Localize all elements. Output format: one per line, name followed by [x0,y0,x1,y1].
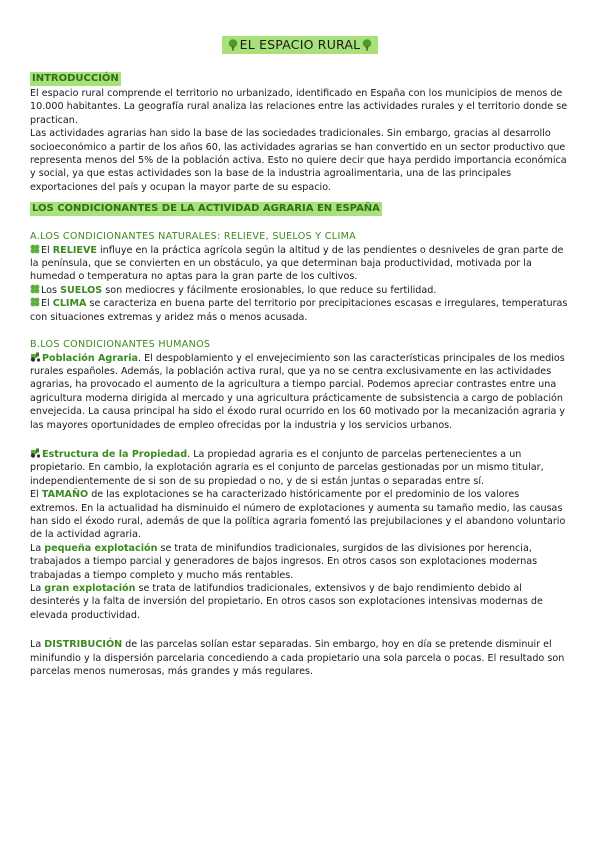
conditions-heading: LOS CONDICIONANTES DE LA ACTIVIDAD AGRARIA EN ESPAÑA [32,203,380,215]
distribucion-paragraph: La DISTRIBUCIÓN de las parcelas solían estar separadas. Sin embargo, hoy en día se pretende disminuir el minifundio y la dispersión parcelaria concediendo a cada propietario una sola parcela o pocas. El resultado son parcelas menos numerosas, más grandes y más regulares. [30,639,565,678]
intro-paragraph-2: Las actividades agrarias han sido la base de las sociedades tradicionales. Sin embargo, gracias al desarrollo socioeconómico a partir de los años 60, las actividades agrarias se han convertido en un sector productivo que representa menos del 5% de la población activa. Esto no quiere decir que haya perdido importancia económica y social, ya que estas actividades son la base de la industria agroalimentaria, una de las principales exportaciones del país y ocupan la mayor parte de su espacio. [30,128,567,193]
clover-icon [30,297,40,307]
relieve-keyword: RELIEVE [52,244,97,256]
poblacion-paragraph: Población Agraria. El despoblamiento y el envejecimiento son las características principales de los medios rurales españoles. Además, la población activa rural, que ya no se centra exclusivamente en las actividades agrarias, ha provocado el aumento de la agricultura a tiempo parcial. Podemos apreciar contrastes entre una agricultura moderna dirigida al mercado y una agricultura prácticamente de subsistencia a cargo de población envejecida. La causa principal ha sido el éxodo rural ocurrido en los 60 motivado por la mecanización agraria y las mayores oportunidades de empleo ofrecidas por la industria y los servicios urbanos. [30,352,566,431]
pequena-paragraph: La pequeña explotación se trata de minifundios tradicionales, surgidos de las divisiones por herencia, trabajados a tiempo parcial y generadores de bajos ingresos. En otros casos son explotaciones modernas trabajadas a tiempo completo y mucho más rentables. [30,542,538,581]
clima-paragraph: El CLIMA se caracteriza en buena parte del territorio por precipitaciones escasas e irregulares, temperaturas con situaciones extremas y aridez más o menos acusada. [30,298,568,323]
intro-heading: INTRODUCCIÓN [32,73,119,84]
tractor-icon [30,352,41,362]
distribucion-keyword: DISTRIBUCIÓN [44,639,123,651]
title-text: EL ESPACIO RURAL [239,37,361,52]
suelos-paragraph: Los SUELOS son mediocres y fácilmente erosionables, lo que reduce su fertilidad. [30,284,570,297]
gran-paragraph: La gran explotación se trata de latifundios tradicionales, extensivos y de bajo rendimiento debido al desinterés y la falta de inversión del propietario. En otros casos son explotaciones intensivas modernas de elevada productividad. [30,583,543,621]
relieve-paragraph: El RELIEVE influye en la práctica agrícola según la altitud y de las pendientes o desniveles de gran parte de la península, que se convierten en un obstáculo, ya que determinan baja productividad, motivada por la humedad o temperatura no aptas para la gran parte de los cultivos. [30,244,564,283]
estructura-keyword: Estructura de la Propiedad [42,448,188,460]
intro-paragraph-1: El espacio rural comprende el territorio no urbanizado, identificado en España con los municipios de menos de 10.000 habitantes. La geografía rural analiza las relaciones entre las actividades rurales y el territorio donde se practican. [30,88,568,126]
suelos-keyword: SUELOS [60,284,103,296]
clover-icon [30,244,40,254]
tree-icon [227,39,239,51]
pequena-keyword: pequeña explotación [44,542,158,554]
gran-keyword: gran explotación [44,583,136,594]
tamano-keyword: TAMAÑO [41,489,89,501]
natural-heading: A.LOS CONDICIONANTES NATURALES: RELIEVE, SUELOS Y CLIMA [30,231,357,243]
tree-icon [361,39,373,51]
poblacion-keyword: Población Agraria [42,352,138,364]
tamano-paragraph: El TAMAÑO de las explotaciones se ha caracterizado históricamente por el predominio de los valores extremos. En la actualidad ha disminuido el número de explotaciones y aumenta su tamaño medio, las causas han sido el éxodo rural, además de que la política agraria fomentó las prejubilaciones y el abandono voluntario de la actividad agraria. [30,489,566,541]
human-heading: B.LOS CONDICIONANTES HUMANOS [30,339,211,351]
estructura-paragraph: Estructura de la Propiedad. La propiedad agraria es el conjunto de parcelas pertenecientes a un propietario. En cambio, la explotación agraria es el conjunto de parcelas gestionadas por un mismo titular, independientemente de si son de su propiedad o no, y de si están juntas o separadas entre sí. [30,448,544,487]
title-wrap [30,36,570,54]
clover-icon [30,284,40,294]
page-title [222,36,379,54]
tractor-icon [30,448,41,458]
clima-keyword: CLIMA [52,298,87,310]
